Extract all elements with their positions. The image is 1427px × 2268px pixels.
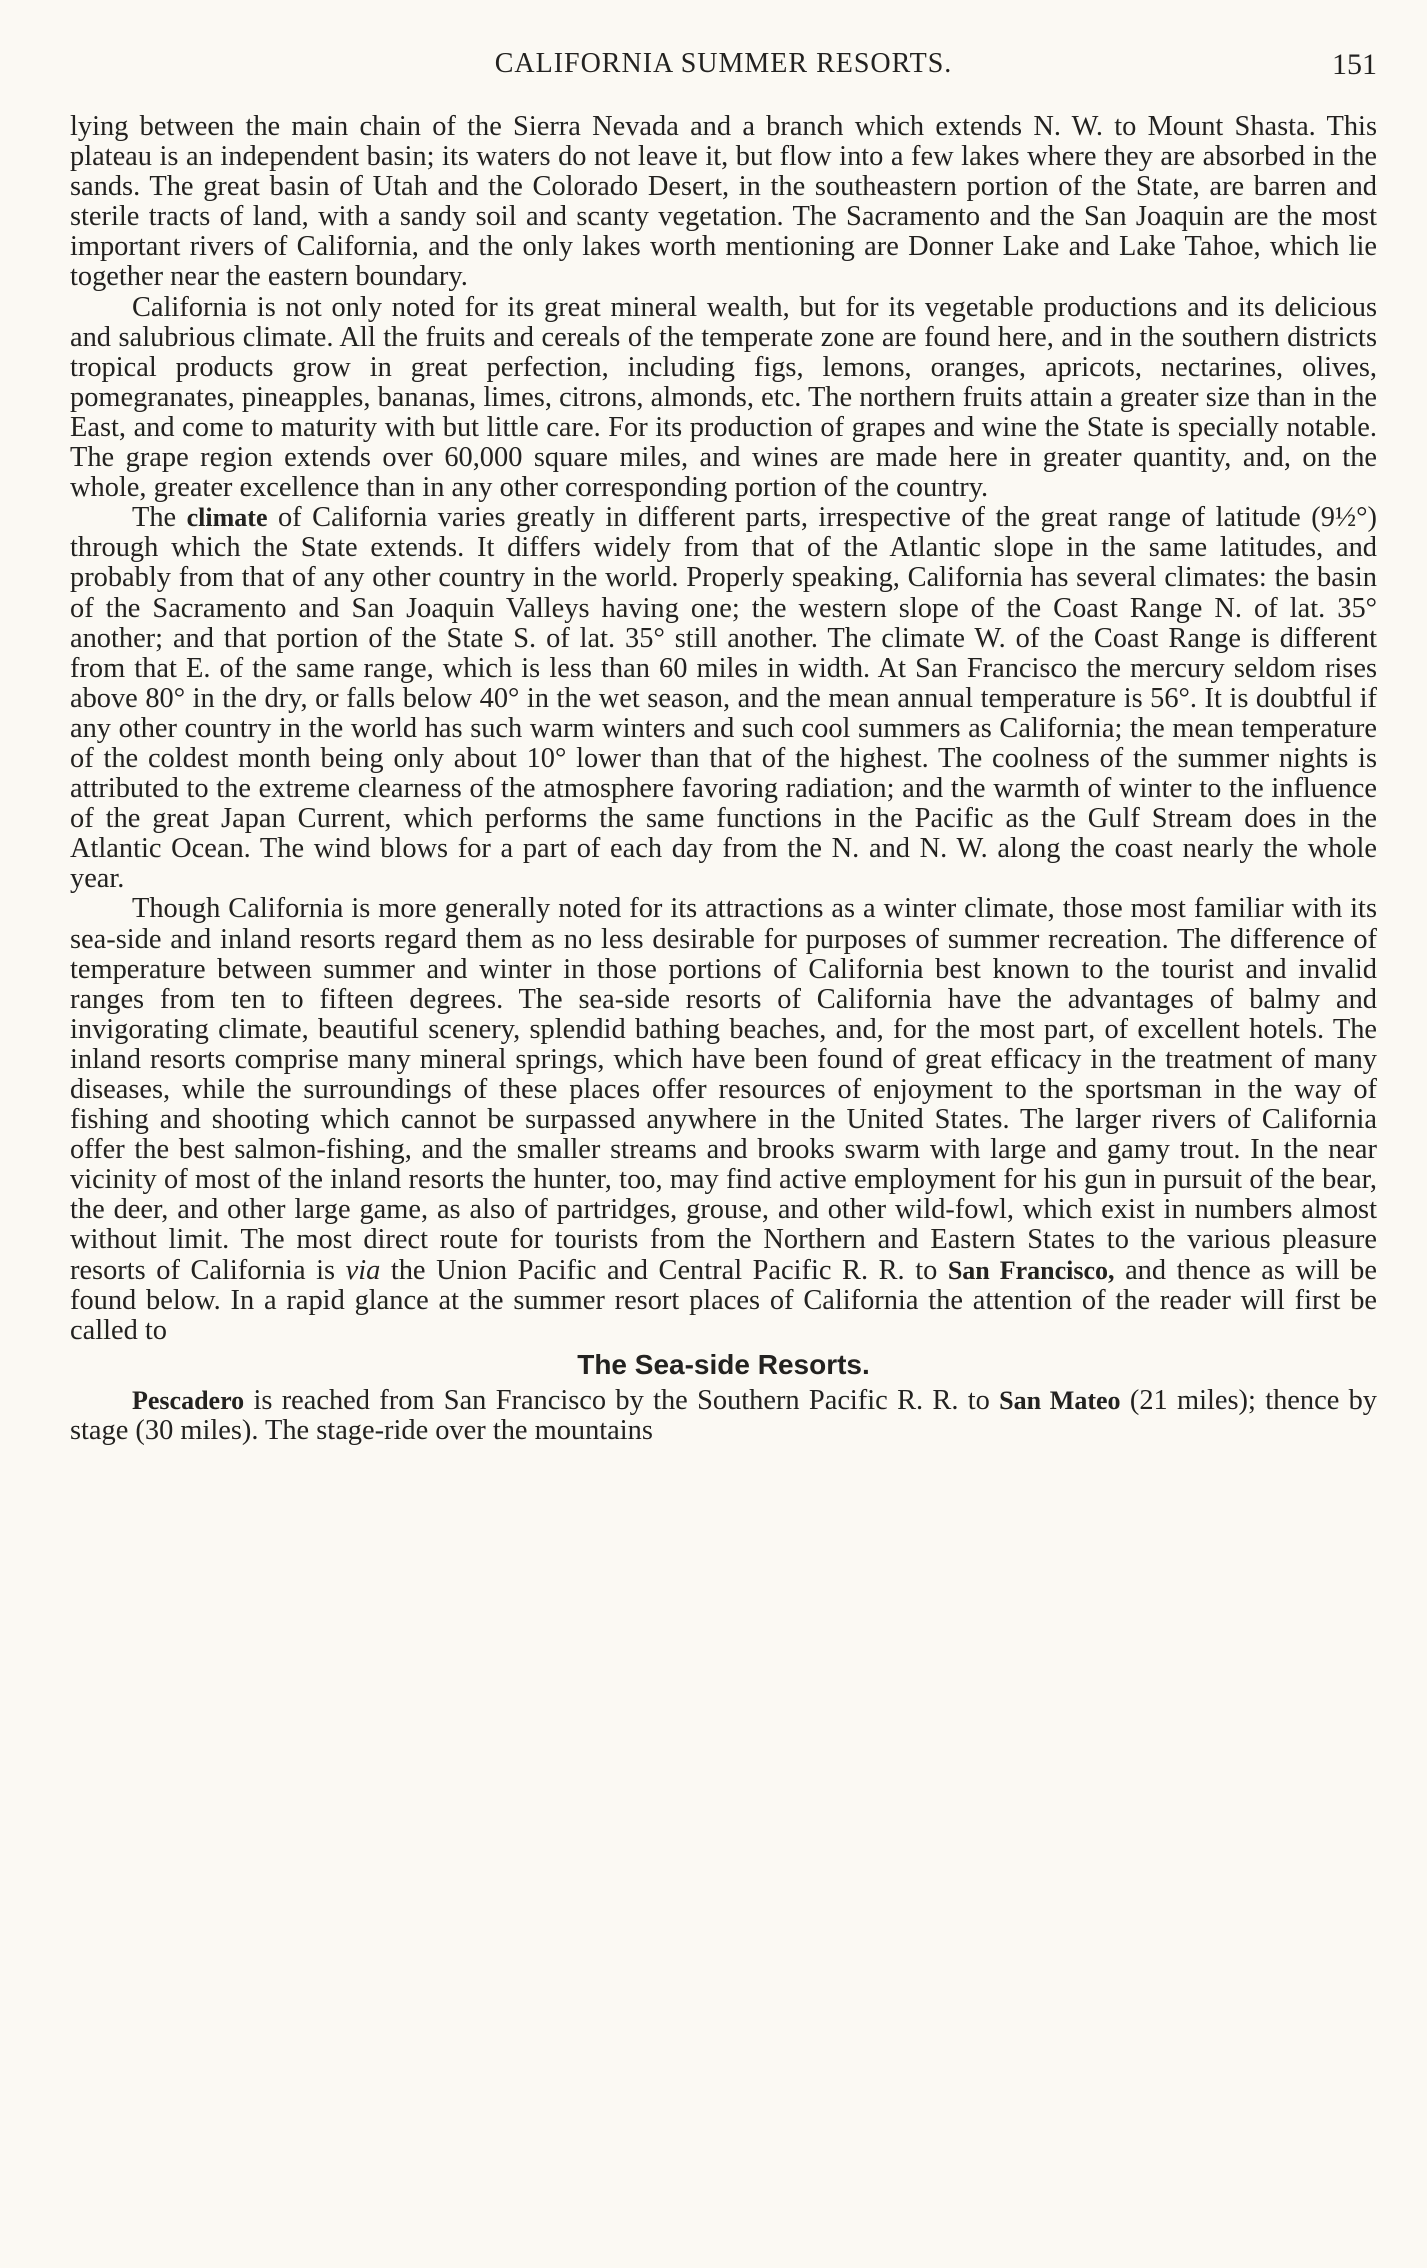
- running-title: CALIFORNIA SUMMER RESORTS.: [494, 48, 953, 79]
- paragraph-text: the Union Pacific and Central Pacific R. R. to: [380, 1254, 948, 1286]
- paragraph-text: California is not only noted for its great mineral wealth, but for its vegetable productions and its delicious and salubrious climate. All the fruits and cereals of the temperate zone are found here, and in the southern districts tropical products grow in great perfection, including figs, lemons, oranges, apricots, nectarines, olives, pomegranates, pineapples, bananas, limes, citrons, almonds, etc. The northern fruits attain a greater size than in the East, and come to maturity with but little care. For its production of grapes and wine the State is specially notable. The grape region extends over 60,000 square miles, and wines are made here in greater quantity, and, on the whole, greater excellence than in any other corresponding portion of the country.: [70, 291, 1377, 504]
- paragraph-climate: [70, 503, 1377, 894]
- section-heading: The Sea-side Resorts.: [577, 1348, 870, 1380]
- paragraph-text: is reached from San Francisco by the Southern Pacific R. R. to: [244, 1384, 1000, 1416]
- paragraph-text: (21 miles); thence by stage (30 miles). The stage-ride over the mountains: [70, 1384, 1377, 1446]
- paragraph-text: and thence as will be found below. In a rapid glance at the summer resort places of California the attention of the reader will first be called to: [70, 1254, 1377, 1346]
- body-text: [70, 112, 1377, 1446]
- paragraph-text: The: [132, 502, 187, 534]
- page-header: [70, 48, 1377, 88]
- keyword-climate: climate: [186, 503, 268, 533]
- keyword-pescadero: Pescadero: [132, 1385, 245, 1415]
- paragraph-text: of California varies greatly in different parts, irrespective of the great range of latitude (9½°) through which the State extends. It differs widely from that of the Atlantic slope in the same latitudes, and probably from that of any other country in the world. Properly speaking, California has several climates: the basin of the Sacramento and San Joaquin Valleys having one; the western slope of the Coast Range N. of lat. 35° another; and that portion of the State S. of lat. 35° still another. The climate W. of the Coast Range is different from that E. of the same range, which is less than 60 miles in width. At San Francisco the mercury seldom rises above 80° in the dry, or falls below 40° in the wet season, and the mean annual temperature is 56°. It is doubtful if any other country in the world has such warm winters and such cool summers as California; the mean temperature of the coldest month being only about 10° lower than that of the highest. The coolness of the summer nights is attributed to the extreme clearness of the atmosphere favoring radiation; and the warmth of winter to the influence of the great Japan Current, which performs the same functions in the Pacific as the Gulf Stream does in the Atlantic Ocean. The wind blows for a part of each day from the N. and N. W. along the coast nearly the whole year.: [70, 502, 1377, 895]
- paragraph-continued: [70, 112, 1377, 293]
- page-number: 151: [1332, 48, 1377, 81]
- keyword-san-francisco: San Francisco,: [947, 1255, 1115, 1285]
- italic-via: via: [345, 1254, 381, 1286]
- paragraph-text: Though California is more generally noted for its attractions as a winter climate, those most familiar with its sea-side and inland resorts regard them as no less desirable for purposes of summer recreation. The difference of temperature between summer and winter in those portions of California best known to the tourist and invalid ranges from ten to fifteen degrees. The sea-side resorts of California have the advantages of balmy and invigorating climate, beautiful scenery, splendid bathing beaches, and, for the most part, of excellent hotels. The inland resorts comprise many mineral springs, which have been found of great efficacy in the treatment of many diseases, while the surroundings of these places offer resources of enjoyment to the sportsman in the way of fishing and shooting which cannot be surpassed anywhere in the United States. The larger rivers of California offer the best salmon-fishing, and the smaller streams and brooks swarm with large and gamy trout. In the near vicinity of most of the inland resorts the hunter, too, may find active employment for his gun in pursuit of the bear, the deer, and other large game, as also of partridges, grouse, and other wild-fowl, which exist in numbers almost without limit. The most direct route for tourists from the Northern and Eastern States to the various pleasure resorts of California is: [70, 893, 1377, 1286]
- paragraph-productions: [70, 293, 1377, 504]
- keyword-san-mateo: San Mateo: [999, 1385, 1121, 1415]
- paragraph-pescadero: [70, 1386, 1377, 1446]
- paragraph-text: lying between the main chain of the Sierra Nevada and a branch which extends N. W. to Mount Shasta. This plateau is an independent basin; its waters do not leave it, but flow into a few lakes where they are absorbed in the sands. The great basin of Utah and the Colorado Desert, in the southeastern portion of the State, are barren and sterile tracts of land, with a sandy soil and scanty vegetation. The Sacramento and the San Joaquin are the most important rivers of California, and the only lakes worth mentioning are Donner Lake and Lake Tahoe, which lie together near the eastern boundary.: [70, 111, 1377, 293]
- paragraph-summer-recreation: [70, 894, 1377, 1345]
